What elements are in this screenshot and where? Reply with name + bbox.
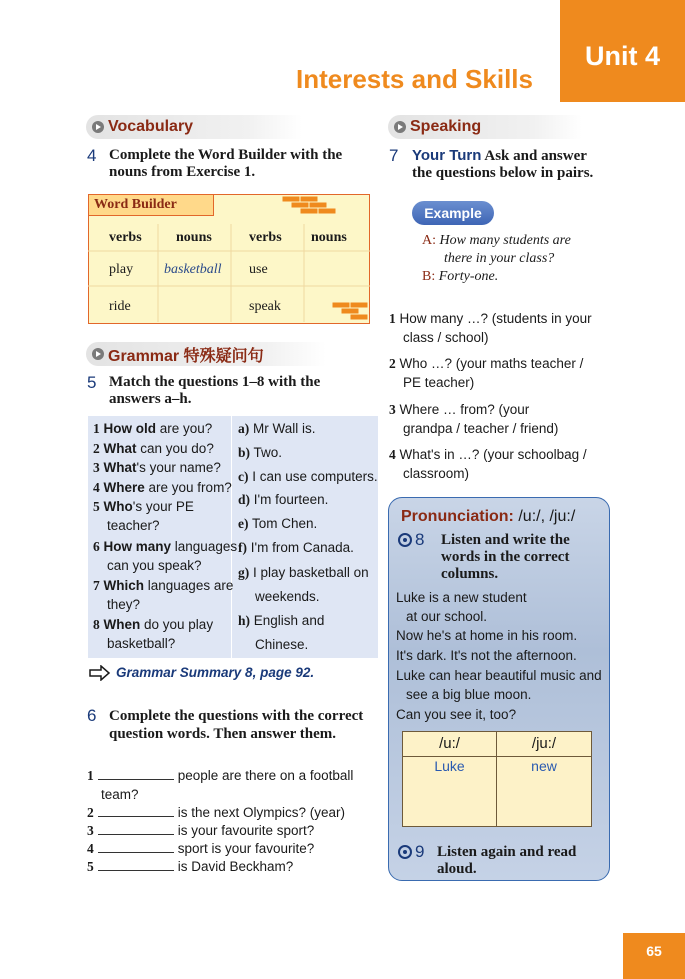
passage-line: Luke can hear beautiful music and	[396, 668, 602, 683]
answer-e: e) Tom Chen.	[238, 516, 318, 531]
question-6: 6 How many languages can you speak?	[93, 539, 238, 573]
speaking-heading: Speaking	[410, 118, 482, 135]
wb-cell: use	[249, 262, 268, 277]
exercise-6-number: 6	[87, 706, 97, 725]
audio-cd-icon[interactable]	[398, 845, 412, 859]
ex6-item-1: 1 people are there on a football team?	[87, 768, 354, 802]
exercise-5-number: 5	[87, 373, 97, 392]
question-4: 4 Where are you from?	[93, 480, 232, 495]
passage-line: It's dark. It's not the afternoon.	[396, 648, 577, 663]
wb-cell: ride	[109, 299, 131, 314]
ex6-item-4: 4 sport is your favourite?	[87, 841, 315, 856]
answer-blank[interactable]	[98, 805, 174, 817]
answer-blank[interactable]	[98, 859, 174, 871]
answer-h: h) English and Chinese.	[238, 613, 325, 652]
answer-c: c) I can use computers.	[238, 469, 378, 484]
wb-cell: basketball	[164, 262, 222, 277]
exercise-4-number: 4	[87, 146, 97, 165]
exercise-8: 8	[398, 530, 424, 550]
question-8: 8 When do you play basketball?	[93, 617, 214, 651]
answer-g: g) I play basketball on weekends.	[238, 565, 369, 604]
header-u: /u:/	[439, 735, 460, 752]
play-icon	[92, 348, 104, 360]
example-new: new	[531, 758, 557, 774]
grammar-banner	[86, 342, 326, 366]
unit-badge: Unit 4	[560, 0, 685, 102]
wb-header-nouns-2: nouns	[311, 230, 347, 245]
example-dialogue: A: How many students are there in your class? B: Forty-one.	[422, 233, 571, 284]
exercise-7-number: 7	[389, 146, 399, 165]
question-2: 2 What can you do?	[93, 441, 214, 456]
wb-header-verbs-1: verbs	[109, 230, 142, 245]
your-turn-label: Your Turn	[412, 147, 482, 164]
arrow-right-icon	[89, 665, 111, 681]
passage-line: Now he's at home in his room.	[396, 628, 578, 643]
wb-cell: play	[109, 262, 134, 277]
speaking-item-1: 1 How many …? (students in your class / school)	[389, 311, 592, 345]
audio-cd-icon[interactable]	[398, 533, 412, 547]
ex6-item-3: 3 is your favourite sport?	[87, 823, 315, 838]
speaking-banner	[388, 115, 582, 139]
header-ju: /ju:/	[531, 735, 557, 752]
wb-header-nouns-1: nouns	[176, 230, 212, 245]
question-5: 5 Who's your PE teacher?	[93, 499, 194, 533]
play-icon	[92, 121, 104, 133]
exercise-5-instruction: Match the questions 1–8 with the answers a–h.	[109, 374, 321, 407]
question-3: 3 What's your name?	[93, 460, 221, 475]
answer-f: f) I'm from Canada.	[238, 540, 354, 555]
example-luke: Luke	[434, 758, 465, 774]
exercise-9-instruction: Listen again and read aloud.	[437, 844, 577, 877]
vocabulary-banner	[86, 115, 302, 139]
question-7: 7 Which languages are they?	[93, 578, 234, 612]
grammar-summary-link[interactable]: Grammar Summary 8, page 92.	[116, 665, 315, 680]
answer-blank[interactable]	[98, 823, 174, 835]
exercise-7-instruction: Your Turn Ask and answer the questions below in pairs.	[412, 147, 594, 181]
table-divider	[403, 756, 591, 757]
exercise-4-instruction: Complete the Word Builder with the nouns from Exercise 1.	[109, 147, 343, 180]
speaking-item-4: 4 What's in …? (your schoolbag / classroom)	[389, 447, 587, 481]
answer-d: d) I'm fourteen.	[238, 492, 329, 507]
page-number: 65	[623, 933, 685, 979]
ex6-item-5: 5 is David Beckham?	[87, 859, 294, 874]
ex6-item-2: 2 is the next Olympics? (year)	[87, 805, 346, 820]
page-title: Interests and Skills	[296, 64, 533, 94]
word-builder-title: Word Builder	[88, 194, 214, 216]
passage-line: see a big blue moon.	[406, 687, 532, 702]
passage-line: at our school.	[406, 609, 488, 624]
exercise-6-instruction: Complete the questions with the correct question words. Then answer them.	[109, 708, 364, 742]
speaking-item-3: 3 Where … from? (your grandpa / teacher / friend)	[389, 402, 559, 436]
exercise-9: 9	[398, 842, 424, 862]
answer-blank[interactable]	[98, 841, 174, 853]
speaking-item-2: 2 Who …? (your maths teacher / PE teacher)	[389, 356, 584, 390]
wb-cell: speak	[249, 299, 281, 314]
pronunciation-table	[402, 731, 592, 827]
vocabulary-heading: Vocabulary	[108, 118, 194, 135]
grammar-heading: Grammar 特殊疑问句	[108, 347, 264, 365]
passage-line: Can you see it, too?	[396, 707, 517, 722]
answer-b: b) Two.	[238, 445, 283, 460]
answer-blank[interactable]	[98, 768, 174, 780]
passage-line: Luke is a new student	[396, 590, 527, 605]
pronunciation-title: Pronunciation: /u:/, /ju:/	[401, 508, 576, 525]
question-1: 1 How old are you?	[93, 421, 213, 436]
answer-a: a) Mr Wall is.	[238, 421, 316, 436]
exercise-8-instruction: Listen and write the words in the correct columns.	[441, 532, 570, 582]
wb-header-verbs-2: verbs	[249, 230, 282, 245]
play-icon	[394, 121, 406, 133]
example-badge: Example	[412, 201, 494, 225]
